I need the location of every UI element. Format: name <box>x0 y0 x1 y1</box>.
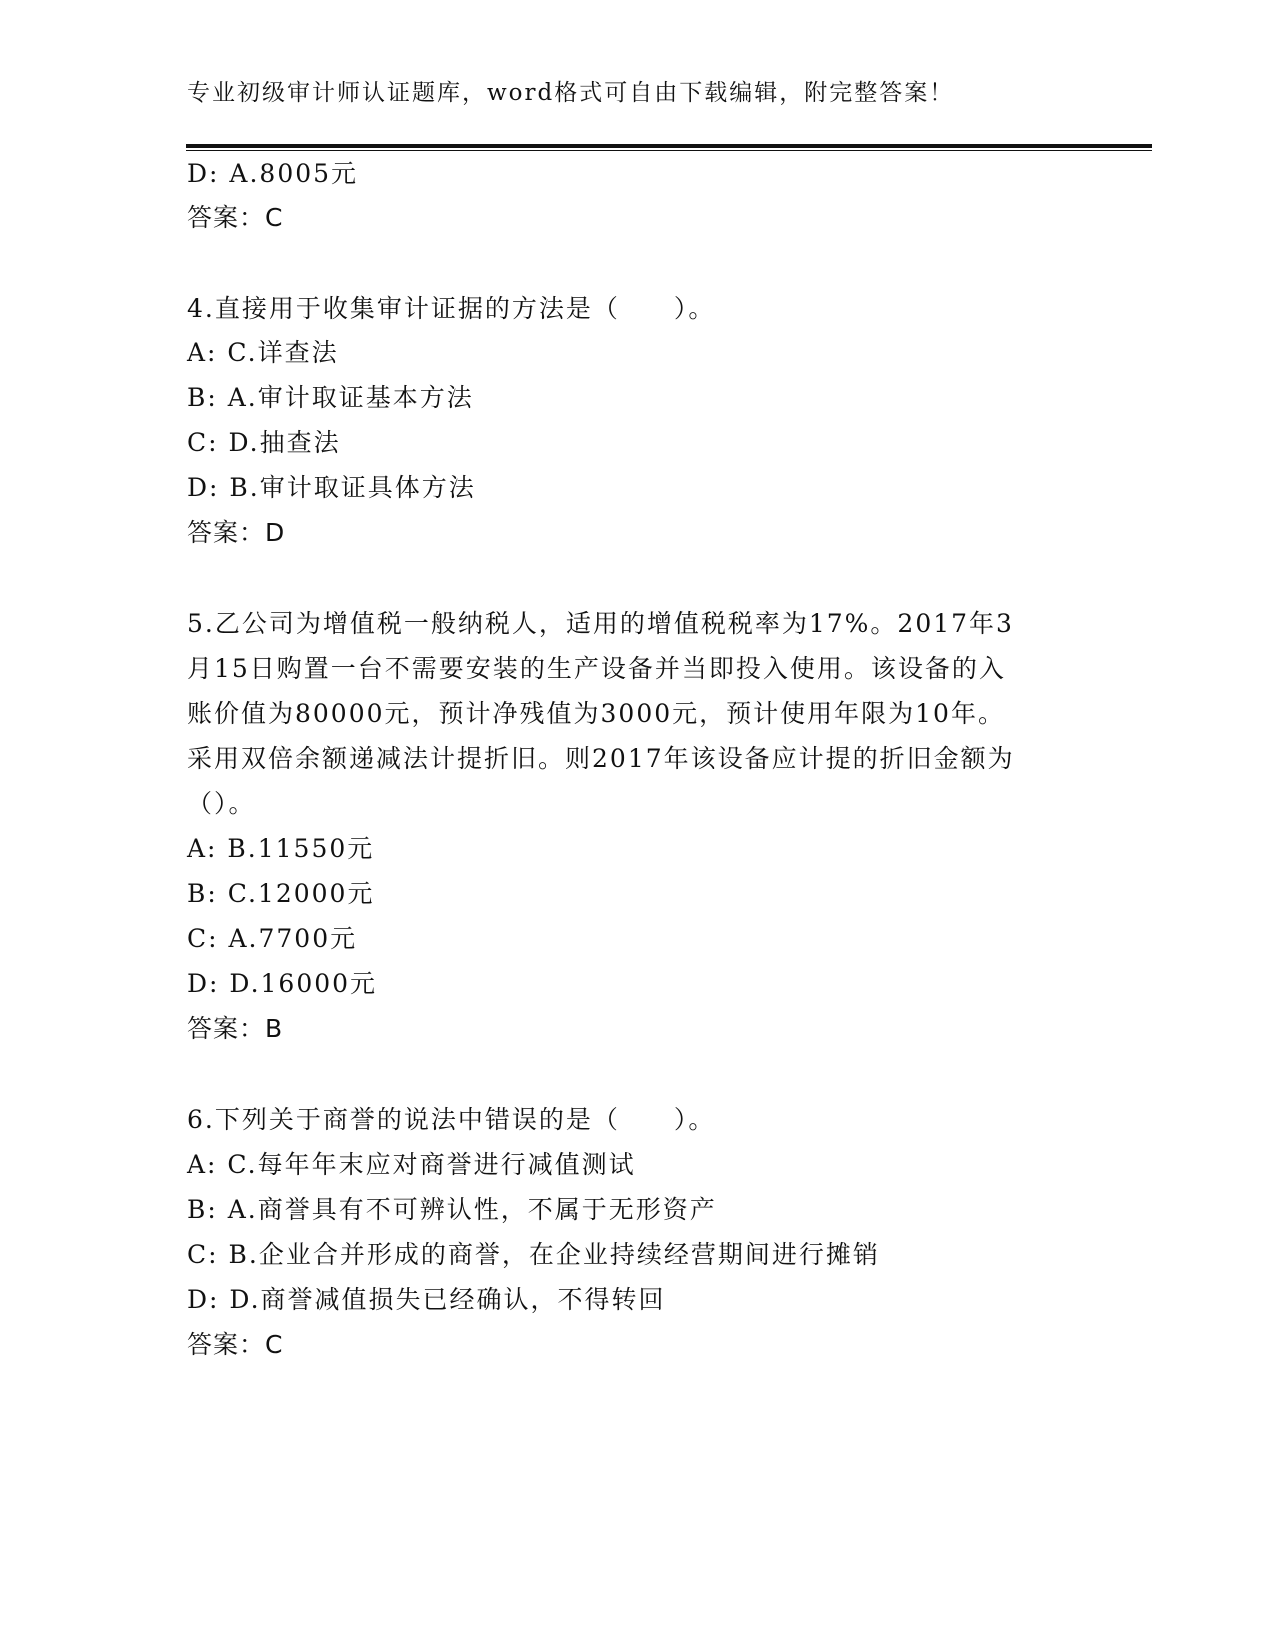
page-header: 专业初级审计师认证题库，word格式可自由下载编辑，附完整答案！ <box>187 80 955 106</box>
q4-option-d: D: B.审计取证具体方法 <box>187 473 476 502</box>
q3-option-d: D: A.8005元 <box>187 159 359 188</box>
q5-stem-line: 账价值为80000元，预计净残值为3000元，预计使用年限为10年。 <box>187 699 1005 728</box>
q5-stem-line: （）。 <box>187 789 256 818</box>
header-divider <box>186 144 1152 151</box>
q6-stem: 6.下列关于商誉的说法中错误的是（ ）。 <box>187 1105 716 1134</box>
q6-answer: 答案：C <box>187 1330 284 1359</box>
q6-option-d: D: D.商誉减值损失已经确认，不得转回 <box>187 1285 666 1314</box>
q4-answer: 答案：D <box>187 518 286 547</box>
q6-option-b: B: A.商誉具有不可辨认性，不属于无形资产 <box>187 1195 717 1224</box>
q4-stem: 4.直接用于收集审计证据的方法是（ ）。 <box>187 294 716 323</box>
q5-stem-line: 5.乙公司为增值税一般纳税人，适用的增值税税率为17%。2017年3 <box>187 609 1014 638</box>
q5-option-b: B: C.12000元 <box>187 879 375 908</box>
q5-option-d: D: D.16000元 <box>187 969 378 998</box>
q5-option-a: A: B.11550元 <box>187 834 375 863</box>
q5-stem-line: 月15日购置一台不需要安装的生产设备并当即投入使用。该设备的入 <box>187 654 1006 683</box>
q5-answer: 答案：B <box>187 1014 284 1043</box>
q4-option-b: B: A.审计取证基本方法 <box>187 383 474 412</box>
q6-option-a: A: C.每年年末应对商誉进行减值测试 <box>187 1150 636 1179</box>
q5-stem-line: 采用双倍余额递减法计提折旧。则2017年该设备应计提的折旧金额为 <box>187 744 1015 773</box>
q4-option-c: C: D.抽查法 <box>187 428 341 457</box>
q3-answer: 答案：C <box>187 203 284 232</box>
q5-option-c: C: A.7700元 <box>187 924 358 953</box>
q6-option-c: C: B.企业合并形成的商誉，在企业持续经营期间进行摊销 <box>187 1240 880 1269</box>
q4-option-a: A: C.详查法 <box>187 338 339 367</box>
